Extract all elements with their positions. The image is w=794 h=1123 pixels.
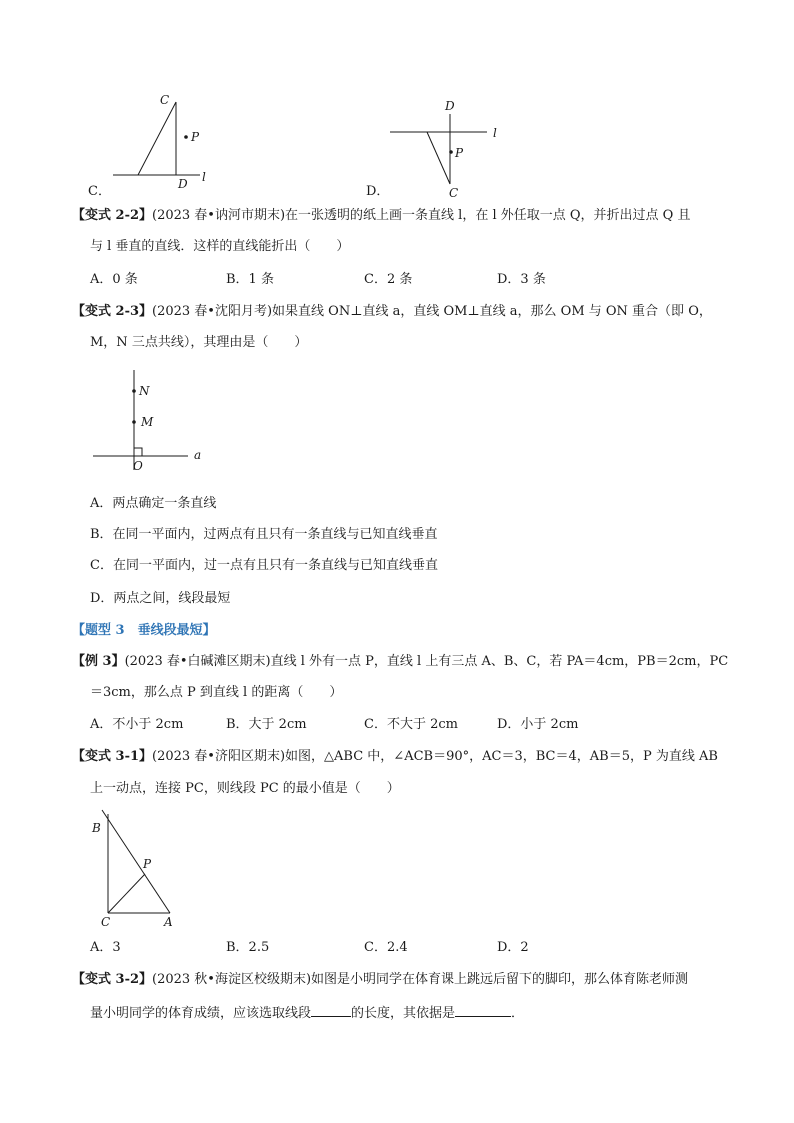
segment-ab [102,810,170,913]
label-a: a [194,448,202,462]
question-source: (2023 春•讷河市期末) [152,208,286,223]
label-o: O [133,459,143,473]
option-d: D．两点之间，线段最短 [90,591,231,606]
example-3-line1 [72,652,728,672]
figure-option-d [385,94,515,204]
point-n [132,389,136,393]
question-tag: 【变式 2-2】 [72,208,153,223]
question-text: 在一张透明的纸上画一条直线 l，在 l 外任取一点 Q，并折出过点 Q 且 [285,208,691,223]
question-3-2-line2 [90,1002,524,1024]
example-3-line2: ＝3cm，那么点 P 到直线 l 的距离（ ） [90,685,343,700]
point-p [449,150,453,154]
question-text: 如果直线 ON⊥直线 a，直线 OM⊥直线 a，那么 OM 与 ON 重合（即 O， [272,304,712,319]
question-text: 直线 l 外有一点 P，直线 l 上有三点 A、B、C，若 PA＝4cm，PB＝2cm，PC [270,654,729,669]
question-source: (2023 春•沈阳月考) [152,304,273,319]
label-c: C [449,186,459,200]
point-m [132,420,136,424]
question-text-c: ． [511,1006,525,1021]
segment-c-left [427,132,450,184]
option-b: B．在同一平面内，过两点有且只有一条直线与已知直线垂直 [90,527,438,542]
label-n: N [139,384,150,398]
option-c: C．在同一平面内，过一点有且只有一条直线与已知直线垂直 [90,558,438,573]
label-l: l [493,126,497,140]
label-p: P [455,146,464,160]
question-tag: 【变式 3-1】 [72,749,153,764]
option-d: D．3 条 [497,272,546,287]
segment-pc [108,874,145,913]
label-c: C [160,93,170,107]
label-m: M [141,415,154,429]
question-2-3-line2: M，N 三点共线），其理由是（ ） [90,335,308,350]
option-c: C．2.4 [364,940,408,955]
segment-c-base [138,102,176,175]
question-3-2-line1 [72,970,688,990]
label-p: P [191,130,200,144]
option-d: D．小于 2cm [497,717,579,732]
question-tag: 【例 3】 [72,654,125,669]
option-a: A．不小于 2cm [90,717,184,732]
option-a: A．两点确定一条直线 [90,496,217,511]
option-a: A．0 条 [90,272,138,287]
figure-triangle-abc [88,806,198,936]
option-b: B．2.5 [226,940,270,955]
question-text-a: 量小明同学的体育成绩，应该选取线段 [90,1006,312,1021]
right-angle-mark [134,448,142,456]
question-2-2-line1 [72,206,690,226]
label-b: B [92,821,101,835]
question-text: 如图，△ABC 中，∠ACB＝90°，AC＝3，BC＝4，AB＝5，P 为直线 AB [285,749,718,764]
option-c: C．不大于 2cm [364,717,458,732]
label-a: A [164,915,173,929]
answer-blank-segment[interactable] [311,1002,351,1017]
question-tag: 【变式 2-3】 [72,304,153,319]
label-c: C [101,915,111,929]
option-b: B．大于 2cm [226,717,307,732]
option-c-label: C． [88,184,111,199]
option-a: A．3 [90,940,121,955]
section-title: 【题型 3 垂线段最短】 [72,623,216,638]
option-c: C．2 条 [364,272,413,287]
question-text-b: 的长度，其依据是 [351,1006,456,1021]
question-source: (2023 春•白碱滩区期末) [124,654,271,669]
label-d: D [445,99,455,113]
question-3-1-line2: 上一动点，连接 PC，则线段 PC 的最小值是（ ） [90,781,400,796]
label-d: D [178,177,188,191]
question-source: (2023 春•济阳区期末) [152,749,286,764]
question-tag: 【变式 3-2】 [72,972,153,987]
question-2-3-line1 [72,302,712,322]
option-b: B．1 条 [226,272,274,287]
option-d: D．2 [497,940,529,955]
question-text: 如图是小明同学在体育课上跳远后留下的脚印，那么体育陈老师测 [311,972,689,987]
option-d-label: D． [366,184,390,199]
answer-blank-basis[interactable] [455,1002,511,1017]
question-source: (2023 秋•海淀区校级期末) [152,972,312,987]
label-p: P [143,857,152,871]
question-2-2-line2: 与 l 垂直的直线．这样的直线能折出（ ） [90,239,350,254]
point-p [184,135,188,139]
question-3-1-line1 [72,747,718,767]
label-l: l [202,170,206,184]
figure-perpendicular-a [88,366,218,476]
